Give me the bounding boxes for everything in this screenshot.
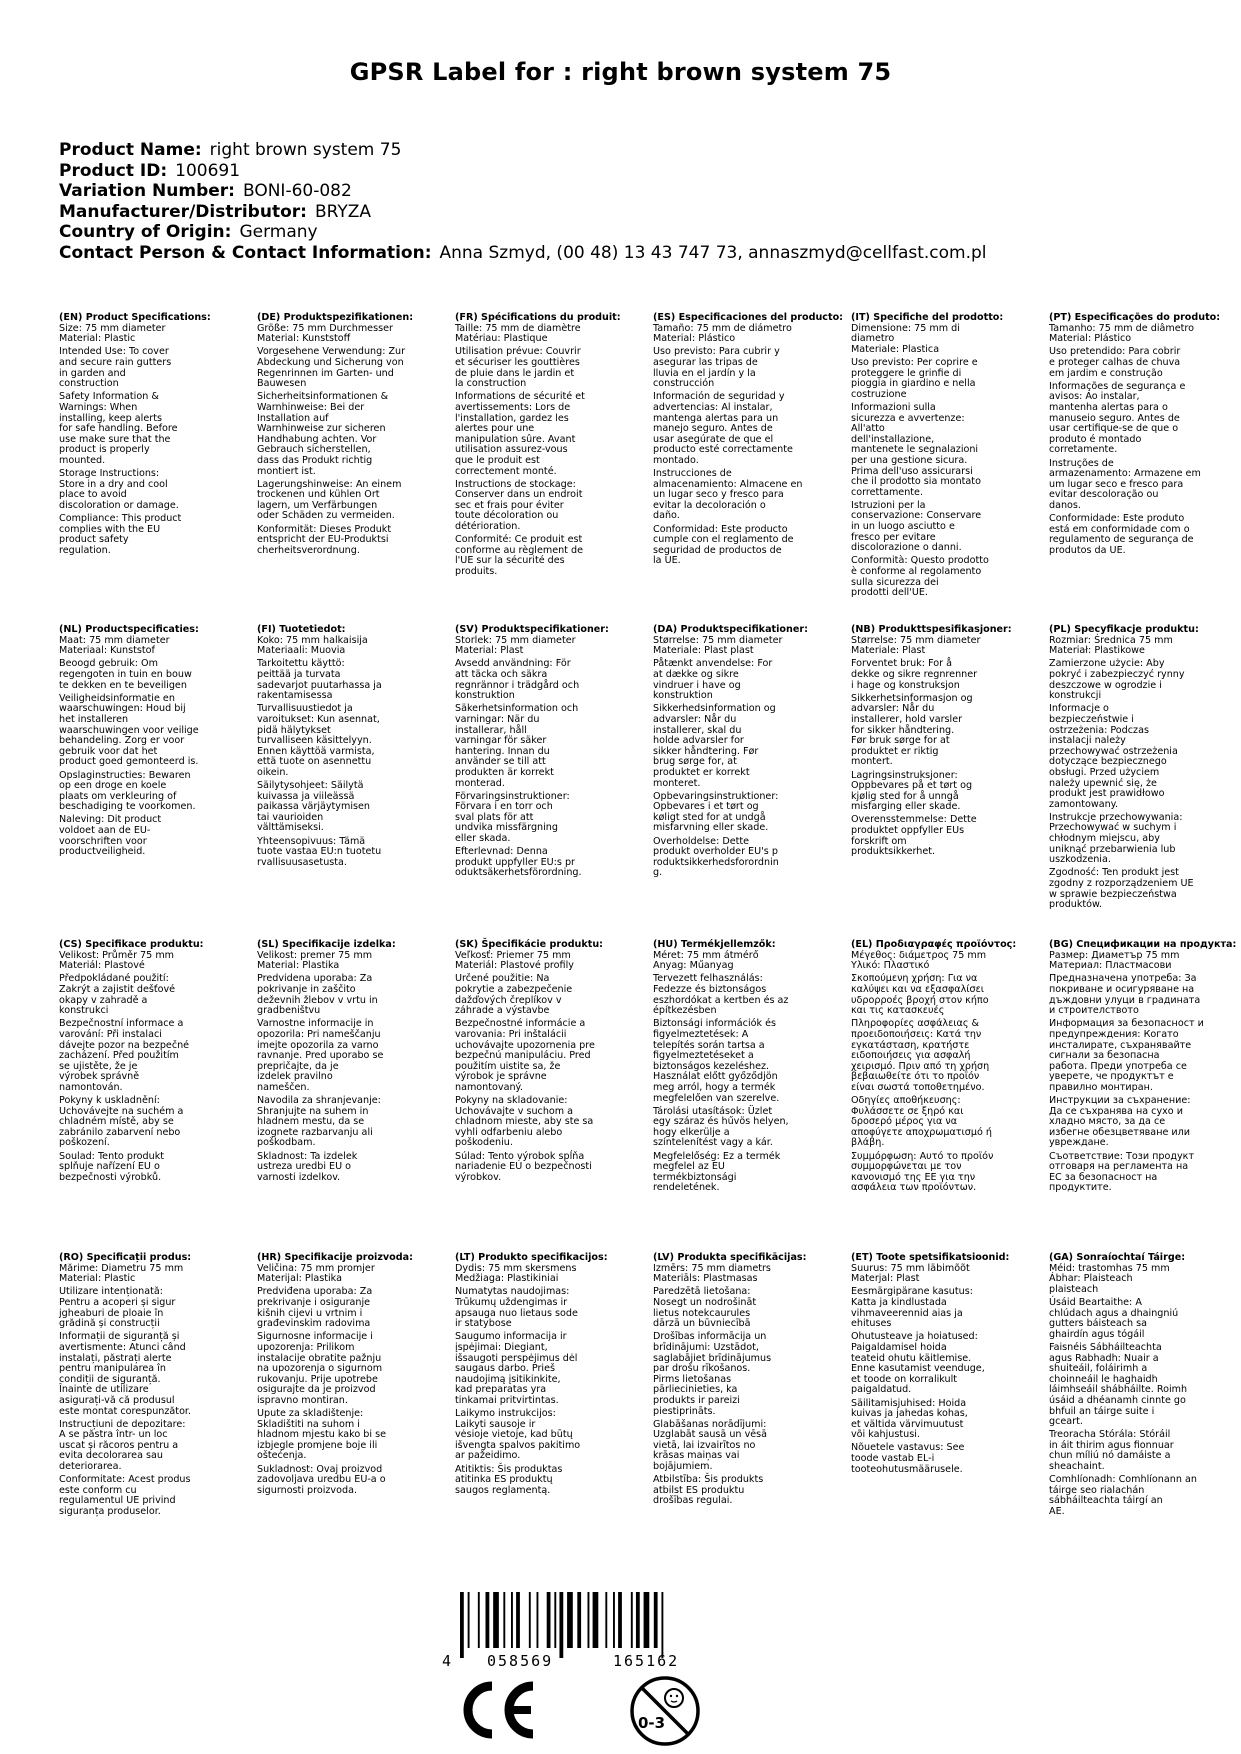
barcode-bar [547, 1592, 551, 1648]
spec-block [59, 1253, 227, 1520]
spec-paragraph: Informazioni sulla sicurezza e avvertenze: All'atto dell'installazione, mantenete le segnalazioni per una gestione sicura. Prima dell'uso assicurarsi che il prodotto sia montato correttamente. [851, 401, 981, 498]
spec-paragraph: Material: Plástico [653, 333, 736, 345]
barcode-bar [468, 1592, 470, 1648]
spec-paragraph: Πληροφορίες ασφάλειας & προειδοποιήσεις: Κατά την εγκατάσταση, κρατήστε ειδοποιήσεις για ασφαλή χειρισμό. Πριν από τη χρήση βεβαιωθείτε ότι το προϊόν είναι σωστά τοποθετημένο. [851, 1018, 990, 1093]
spec-paragraph: Συμμόρφωση: Αυτό το προϊόν συμμορφώνεται με τον κανονισμό της ΕΕ για την ασφάλεια των προϊόντων. [851, 1150, 994, 1194]
spec-row [59, 625, 1239, 940]
info-row [59, 140, 1189, 161]
spec-paragraph: Medžiaga: Plastikiniai [455, 1273, 559, 1285]
spec-paragraph: Istruzioni per la conservazione: Conservare in un luogo asciutto e fresco per evitare discolorazione o danni. [851, 499, 982, 554]
spec-paragraph: Informações de segurança e avisos: Ao instalar, mantenha alertas para o manuseio seguro. Antes de usar certifique-se de que o produto é montado corretamente. [1049, 380, 1186, 456]
spec-paragraph: Størrelse: 75 mm diameter [653, 634, 783, 646]
spec-block [59, 313, 227, 559]
spec-paragraph: Safety Information & Warnings: When installing, keep alerts for safe handling. Before use make sure that the product is properly mounted. [59, 391, 178, 466]
spec-paragraph: Varnostne informacije in opozorila: Pri nameščanju imejte opozorila za varno ravnanje. Pred uporabo se prepričajte, da je izdelek pravilno nameščen. [257, 1018, 384, 1093]
spec-paragraph: Bezpečnostní informace a varování: Při instalaci dávejte pozor na bezpečné zacházení. Před použitím se ujistěte, že je výrobek správně namontován. [59, 1018, 190, 1093]
spec-paragraph: Yhteensopivuus: Tämä tuote vastaa EU:n tuotetu rvallisuusasetusta. [257, 835, 382, 868]
barcode-bar [460, 1592, 464, 1658]
spec-block [1049, 312, 1221, 559]
spec-paragraph: Navodila za shranjevanje: Shranjujte na suhem in hladnem mestu, da se izognete razbarvanju ali poškodbam. [257, 1095, 381, 1149]
spec-heading: (PT) Especificações do produto: [1049, 312, 1221, 323]
barcode-bar [511, 1592, 513, 1648]
spec-paragraph: Úsáid Beartaithe: A chlúdach agus a dhaingniú gutters báisteach sa ghairdín agus tógáil [1049, 1296, 1179, 1340]
barcode-left-digits: 058569 [487, 1652, 554, 1670]
spec-paragraph: Compliance: This product complies with the EU product safety regulation. [59, 513, 182, 556]
spec-block [1049, 1253, 1217, 1520]
spec-block [59, 625, 227, 860]
spec-block [1049, 625, 1217, 913]
spec-paragraph: Οδηγίες αποθήκευσης: Φυλάσσετε σε ξηρό και δροσερό μέρος για να αποφύγετε αποχρωματισμό ή βλάβη. [851, 1095, 992, 1149]
spec-block [257, 313, 425, 559]
spec-heading: (ET) Toote spetsifikatsioonid: [851, 1252, 1010, 1263]
spec-paragraph: Určené použitie: Na pokrytie a zabezpečenie dažďových čreplíkov v záhrade a výstavbe [455, 973, 573, 1017]
barcode-bar [588, 1592, 590, 1648]
spec-paragraph: Lagerungshinweise: An einem trockenen und kühlen Ort lagern, um Verfärbungen oder Schäden zu vermeiden. [257, 478, 402, 522]
spec-paragraph: Atbilstība: Šis produkts atbilst ES produktu drošības regulai. [653, 1474, 764, 1507]
age-warning-label: 0-3 [638, 1714, 666, 1732]
spec-block [455, 940, 623, 1186]
spec-paragraph: Material: Plast [455, 645, 524, 657]
barcode-bar [644, 1592, 650, 1648]
info-value: 100691 [175, 160, 241, 181]
info-label: Country of Origin: [59, 222, 232, 242]
info-label: Manufacturer/Distributor: [59, 201, 307, 222]
spec-block [653, 312, 844, 570]
spec-paragraph: Anyag: Műanyag [653, 960, 734, 972]
spec-paragraph: Ábhar: Plaisteach plaisteach [1049, 1273, 1133, 1295]
spec-heading: (FI) Tuotetiedot: [257, 624, 346, 635]
spec-block [851, 1253, 1019, 1478]
spec-paragraph: Opbevaringsinstruktioner: Opbevares i et tørt og køligt sted for at undgå misfarvning eller skade. [653, 790, 779, 834]
spec-block [257, 625, 425, 871]
info-row [59, 181, 1189, 202]
spec-paragraph: Sukladnost: Ovaj proizvod zadovoljava uredbu EU-a o sigurnosti proizvoda. [257, 1463, 386, 1496]
spec-paragraph: Eesmärgipärane kasutus: Katta ja kindlustada vihmaveerennid aias ja ehituses [851, 1286, 973, 1330]
product-info [59, 140, 1189, 263]
spec-paragraph: Comhlíonadh: Comhlíonann an táirge seo rialachán sábháilteachta táirgí an AE. [1049, 1474, 1197, 1518]
info-label: Product Name: [59, 140, 202, 160]
info-value: BRYZA [314, 201, 371, 222]
info-row [59, 202, 1189, 223]
spec-paragraph: Conformitate: Acest produs este conform cu regulamentul UE privind siguranța produselor. [59, 1474, 191, 1518]
spec-paragraph: Tarkoitettu käyttö: peittää ja turvata sadevarjot puutarhassa ja rakentamisessa [257, 658, 382, 702]
spec-block [455, 313, 623, 580]
barcode-bar [478, 1592, 480, 1648]
spec-paragraph: Materiał: Plastikowe [1049, 645, 1145, 657]
spec-heading: (NL) Productspecificaties: [59, 624, 199, 635]
info-value: BONI-60-082 [242, 181, 352, 201]
spec-paragraph: Μέγεθος: διάμετρος 75 mm [851, 949, 987, 961]
spec-paragraph: Instruções de armazenamento: Armazene em um lugar seco e fresco para evitar descoloração ou danos. [1049, 457, 1201, 511]
spec-paragraph: Материал: Пластмасови [1049, 960, 1172, 972]
spec-paragraph: Suurus: 75 mm läbimõõt [851, 1262, 970, 1274]
spec-paragraph: Materiaal: Kunststof [59, 645, 155, 657]
spec-block [851, 625, 1019, 860]
spec-paragraph: Información de seguridad y advertencias: Al instalar, mantenga alertas para un manejo seguro. Antes de usar asegúrate de que el producto esté correctamente montado. [653, 391, 793, 466]
spec-paragraph: Předpokládané použití: Zakrýt a zajistit dešťové okapy v zahradě a konstrukci [59, 973, 176, 1017]
spec-paragraph: Dimensione: 75 mm di diametro [851, 322, 960, 345]
spec-block [851, 313, 1019, 601]
spec-heading: (PL) Specyfikacje produktu: [1049, 624, 1199, 635]
spec-row [59, 1253, 1239, 1567]
spec-heading: (SL) Specifikacije izdelka: [257, 939, 396, 950]
info-label: Contact Person & Contact Information: [59, 242, 432, 263]
barcode-bar [631, 1592, 633, 1648]
spec-paragraph: Naleving: Dit product voldoet aan de EU- voorschriften voor productveiligheid. [59, 814, 162, 858]
spec-paragraph: Glabāšanas norādījumi: Uzglabāt sausā un vēsā vietā, lai izvairītos no krāsas maiņas vai bojājumiem. [653, 1418, 768, 1473]
info-value: right brown system 75 [209, 140, 402, 160]
spec-paragraph: Instrucțiuni de depozitare: A se păstra într- un loc uscat și răcoros pentru a evita decolorarea sau deteriorarea. [59, 1418, 186, 1473]
spec-paragraph: Turvallisuustiedot ja varoitukset: Kun asennat, pidä hälytykset turvalliseen käsittelyyn. Ennen käyttöä varmista, että tuote on asennettu oikein. [257, 703, 380, 778]
ce-mark-icon [455, 1680, 537, 1740]
spec-paragraph: Numatytas naudojimas: Trūkumų uždengimas ir apsauga nuo lietaus sode ir statybose [455, 1286, 578, 1330]
spec-paragraph: Opslaginstructies: Bewaren op een droge en koele plaats om verkleuring of beschadiging te voorkomen. [59, 769, 196, 813]
ean-barcode [440, 1592, 740, 1672]
spec-paragraph: Conformidad: Este producto cumple con el reglamento de seguridad de productos de la UE. [653, 523, 794, 567]
spec-paragraph: Size: 75 mm diameter [59, 322, 166, 334]
spec-paragraph: Ohutusteave ja hoiatused: Paigaldamisel hoida teateid ohutu käitlemise. Enne kasutamist veenduge, et toode on korralikult paigaldatud. [851, 1331, 985, 1396]
barcode-bar [636, 1592, 640, 1648]
spec-block [59, 940, 227, 1186]
spec-paragraph: Instrucciones de almacenamiento: Almacene en un lugar seco y fresco para evitar la decoloración o daño. [653, 468, 803, 522]
spec-paragraph: Taille: 75 mm de diamètre [455, 322, 581, 334]
spec-paragraph: Conformidade: Este produto está em conformidade com o regulamento de segurança de produtos da UE. [1049, 513, 1194, 556]
spec-paragraph: Tervezett felhasználás: Fedezze és biztonságos eszhordókat a kertben és az építkezésben [653, 973, 789, 1017]
barcode-bar [559, 1592, 563, 1658]
spec-paragraph: Maat: 75 mm diameter [59, 634, 170, 646]
spec-paragraph: Soulad: Tento produkt splňuje nařízení EU o bezpečnosti výrobků. [59, 1150, 165, 1183]
spec-paragraph: Sigurnosne informacije i upozorenja: Prilikom instalacije obratite pažnju na upozorenja o sigurnom rukovanju. Prije upotrebe osigurajte da je proizvod ispravno montiran. [257, 1331, 383, 1406]
spec-heading: (FR) Spécifications du produit: [455, 312, 621, 323]
spec-paragraph: Predvidena uporaba: Za pokrivanje in zaščito deževnih žlebov v vrtu in gradbeništvu [257, 973, 378, 1017]
spec-paragraph: Vorgesehene Verwendung: Zur Abdeckung und Sicherung von Regenrinnen im Garten- und Bauwesen [257, 346, 406, 390]
spec-block [653, 625, 821, 882]
page-title: GPSR Label for : right brown system 75 [349, 58, 892, 86]
spec-paragraph: Säilitamisjuhised: Hoida kuivas ja jahedas kohas, et vältida värvimuutust või kahjustusi. [851, 1397, 968, 1441]
info-row [59, 161, 1189, 182]
spec-paragraph: Drošības informācija un brīdinājumi: Uzstādot, saglabājiet brīdinājumus par drošu rīkošanos. Pirms lietošanas pārliecinieties, ka produkts ir pareizi piestiprināts. [653, 1331, 772, 1417]
spec-paragraph: Utilizare intenționată: Pentru a acoperi și sigur jgheaburi de ploaie în grădină și construcții [59, 1286, 176, 1330]
spec-heading: (HU) Termékjellemzők: [653, 939, 776, 950]
barcode-right-digits: 165162 [613, 1652, 680, 1670]
spec-paragraph: Rozmiar: Średnica 75 mm [1049, 634, 1173, 646]
spec-paragraph: Tárolási utasítások: Üzlet egy száraz és hűvös helyen, hogy elkerülje a színtelenítést vagy a kár. [653, 1105, 789, 1149]
spec-paragraph: Materiál: Plastové [59, 960, 145, 972]
spec-heading: (RO) Specificații produs: [59, 1252, 192, 1263]
spec-paragraph: Utilisation prévue: Couvrir et sécuriser les gouttières de pluie dans le jardin et la construction [455, 346, 581, 390]
spec-paragraph: Sikkerhedsinformation og advarsler: Når du installerer, skal du holde advarsler for sikker håndtering. Før brug sørge for, at produktet er korrekt monteret. [653, 703, 776, 789]
spec-heading: (EN) Product Specifications: [59, 312, 211, 323]
spec-paragraph: Инструкции за съхранение: Да се съхранява на сухо и хладно място, за да се избегне обезцветяване или увреждане. [1049, 1095, 1191, 1149]
spec-heading: (DE) Produktspezifikationen: [257, 312, 414, 323]
spec-paragraph: Laikymo instrukcijos: Laikyti sausoje ir vėsioje vietoje, kad būtų išvengta spalvos pakitimo ar pažeidimo. [455, 1408, 581, 1462]
spec-paragraph: Méid: trastomhas 75 mm [1049, 1262, 1170, 1274]
barcode-bar [593, 1592, 599, 1648]
spec-paragraph: Informations de sécurité et avertissements: Lors de l'installation, gardez les alertes pour une manipulation sûre. Avant utilisation assurez-vous que le produit est correctement monté. [455, 391, 585, 477]
spec-heading: (CS) Specifikace produktu: [59, 939, 204, 950]
spec-paragraph: Materijal: Plastika [257, 1273, 342, 1285]
spec-paragraph: Pokyny na skladovanie: Uchovávajte v suchom a chladnom mieste, aby ste sa vyhli odfarbeniu alebo poškodeniu. [455, 1095, 594, 1149]
spec-heading: (SV) Produktspecifikationer: [455, 624, 609, 635]
spec-paragraph: Méret: 75 mm átmérő [653, 949, 759, 961]
spec-paragraph: Avsedd användning: För att täcka och säkra regnrännor i trädgård och konstruktion [455, 658, 580, 702]
spec-paragraph: Veličina: 75 mm promjer [257, 1262, 375, 1274]
info-row [59, 243, 1189, 264]
spec-paragraph: Lagringsinstruksjoner: Oppbevares på et tørt og kjølig sted for å unngå misfarging eller skade. [851, 769, 973, 813]
spec-paragraph: Materiāls: Plastmasas [653, 1273, 758, 1285]
spec-paragraph: Uso previsto: Per coprire e proteggere le grinfie di pioggia in giardino e nella costruzione [851, 356, 978, 400]
spec-paragraph: Størrelse: 75 mm diameter [851, 634, 981, 646]
spec-paragraph: Megfelelőség: Ez a termék megfelel az EU termékbiztonsági rendeletének. [653, 1150, 781, 1194]
spec-paragraph: Conformité: Ce produit est conforme au règlement de l'UE sur la sécurité des produits. [455, 534, 583, 578]
spec-block [1049, 939, 1237, 1197]
spec-paragraph: Velikost: premer 75 mm [257, 949, 373, 961]
spec-paragraph: Koko: 75 mm halkaisija [257, 634, 368, 646]
spec-paragraph: Tamanho: 75 mm de diâmetro [1049, 322, 1194, 334]
spec-heading: (DA) Produktspecifikationer: [653, 624, 808, 635]
spec-paragraph: Sicherheitsinformationen & Warnhinweise: Bei der Installation auf Warnhinweise zur sicheren Handhabung achten. Vor Gebrauch sicherstellen, dass das Produkt richtig montiert ist. [257, 391, 389, 477]
age-warning-icon [628, 1674, 702, 1748]
spec-block [851, 940, 1019, 1197]
spec-paragraph: Instructions de stockage: Conserver dans un endroit sec et frais pour éviter toute décoloration ou détérioration. [455, 478, 583, 533]
spec-paragraph: Pokyny k uskladnění: Uchovávejte na suchém a chladném místě, aby se zabránilo zabarvení nebo poškození. [59, 1095, 184, 1149]
spec-paragraph: Sikkerhetsinformasjon og advarsler: Når du installerer, hold varsler for sikker håndtering. Før bruk sørge for at produktet er riktig montert. [851, 692, 973, 768]
barcode-prefix: 4 [442, 1652, 452, 1670]
spec-paragraph: Nõuetele vastavus: See toode vastab EL-i tooteohutusmäärusele. [851, 1442, 965, 1475]
spec-paragraph: Säilytysohjeet: Säilytä kuivassa ja viileässä paikassa värjäytymisen tai vaurioiden välttämiseksi. [257, 780, 370, 834]
spec-paragraph: Intended Use: To cover and secure rain gutters in garden and construction [59, 346, 172, 390]
spec-heading: (GA) Sonraíochtaí Táirge: [1049, 1252, 1186, 1263]
spec-paragraph: Material: Plastic [59, 333, 136, 345]
spec-paragraph: Информация за безопасност и предупреждения: Когато инсталирате, съхранявайте сигнали за безопасна работа. Преди употреба се уверете, че продуктът е правилно монтиран. [1049, 1018, 1204, 1093]
spec-heading: (HR) Specifikacije proizvoda: [257, 1252, 413, 1263]
spec-paragraph: Overholdelse: Dette produkt overholder EU's p roduktsikkerhedsforordnin g. [653, 835, 779, 879]
spec-paragraph: Mărime: Diametru 75 mm [59, 1262, 184, 1274]
spec-paragraph: Material: Plastika [257, 960, 340, 972]
spec-block [653, 1253, 821, 1510]
barcode-bar [654, 1592, 658, 1648]
spec-paragraph: Material: Plastic [59, 1273, 136, 1285]
spec-heading: (EL) Προδιαγραφές προϊόντος: [851, 939, 1017, 950]
spec-paragraph: Súlad: Tento výrobok spĺňa nariadenie EÚ o bezpečnosti výrobkov. [455, 1150, 592, 1183]
spec-paragraph: Zgodność: Ten produkt jest zgodny z rozporządzeniem UE w sprawie bezpieczeństwa produktów. [1049, 867, 1194, 911]
spec-block [455, 625, 623, 882]
spec-paragraph: Uso pretendido: Para cobrir e proteger calhas de chuva em jardim e construção [1049, 346, 1181, 379]
spec-paragraph: Dydis: 75 mm skersmens [455, 1262, 577, 1274]
spec-paragraph: Skladnost: Ta izdelek ustreza uredbi EU o varnosti izdelkov. [257, 1150, 358, 1183]
spec-paragraph: Materiale: Plast plast [653, 645, 754, 657]
barcode-bar [577, 1592, 581, 1648]
spec-paragraph: Materiaali: Muovia [257, 645, 346, 657]
spec-paragraph: Saugumo informacija ir įspėjimai: Diegiant, išsaugoti perspėjimus dėl saugaus darbo. Prieš naudojimą įsitikinkite, kad preparatas yra tinkamai pritvirtintas. [455, 1331, 578, 1406]
spec-block [257, 1253, 425, 1499]
spec-paragraph: Storage Instructions: Store in a dry and cool place to avoid discoloration or damage. [59, 468, 179, 511]
info-value: Anna Szmyd, (00 48) 13 43 747 73, annaszmyd@cellfast.com.pl [439, 242, 987, 263]
barcode-bar [661, 1592, 663, 1658]
spec-paragraph: Informacje o bezpieczeństwie i ostrzeżenia: Podczas instalacji należy przechowywać ostrzeżenia dotyczące bezpiecznego obsługi. Przed użyciem należy upewnić się, że produkt jest prawidłowo zamontowany. [1049, 703, 1178, 810]
spec-paragraph: Съответствие: Този продукт отговаря на регламента на ЕС за безопасност на продуктите. [1049, 1150, 1195, 1194]
spec-heading: (BG) Спецификации на продукта: [1049, 939, 1237, 950]
spec-heading: (ES) Especificaciones del producto: [653, 312, 844, 323]
spec-paragraph: Σκοπούμενη χρήση: Για να καλύψει και να εξασφαλίσει υδρορροές βροχή στον κήπο και τις κατασκευές [851, 973, 989, 1017]
barcode-bar [503, 1592, 505, 1648]
barcode-bar [613, 1592, 615, 1648]
spec-paragraph: Forventet bruk: For å dekke og sikre regnrenner i hage og konstruksjon [851, 658, 978, 691]
spec-paragraph: Υλικό: Πλαστικό [851, 960, 930, 972]
spec-paragraph: Upute za skladištenje: Skladištiti na suhom i hladnom mjestu kako bi se izbjegle promjene boje ili oštećenja. [257, 1408, 386, 1462]
spec-paragraph: Konformität: Dieses Produkt entspricht der EU-Produktsi cherheitsverordnung. [257, 523, 392, 556]
spec-paragraph: Zamierzone użycie: Aby pokryć i zabezpieczyć rynny deszczowe w ogrodzie i konstrukcji [1049, 658, 1185, 702]
spec-block [257, 940, 425, 1186]
spec-paragraph: Instrukcje przechowywania: Przechowywać w suchym i chłodnym miejscu, aby uniknąć przebarwienia lub uszkodzenia. [1049, 811, 1183, 866]
spec-heading: (SK) Špecifikácie produktu: [455, 939, 604, 950]
barcode-bar [567, 1592, 573, 1648]
spec-paragraph: Veľkosť: Priemer 75 mm [455, 949, 571, 961]
spec-paragraph: Förvaringsinstruktioner: Förvara i en torr och sval plats för att undvika missfärgning eller skada. [455, 790, 570, 845]
info-label: Product ID: [59, 160, 168, 181]
spec-paragraph: Materiál: Plastové profily [455, 960, 574, 972]
barcode-bar [554, 1592, 556, 1648]
spec-paragraph: Veiligheidsinformatie en waarschuwingen: Houd bij het installeren waarschuwingen voor veilige behandeling. Zorg er voor gebruik voor dat het product goed gemonteerd is. [59, 692, 199, 768]
spec-paragraph: Beoogd gebruik: Om regengoten in tuin en bouw te dekken en te beveiligen [59, 658, 192, 691]
spec-paragraph: Atitiktis: Šis produktas atitinka ES produktų saugos reglamentą. [455, 1463, 563, 1496]
spec-paragraph: Tamaño: 75 mm de diámetro [653, 322, 792, 334]
spec-paragraph: Overensstemmelse: Dette produktet oppfyller EUs forskrift om produktsikkerhet. [851, 814, 977, 858]
info-value: Germany [239, 222, 318, 242]
spec-paragraph: Velikost: Průměr 75 mm [59, 949, 175, 961]
barcode-bar [516, 1592, 520, 1648]
spec-paragraph: Izmērs: 75 mm diametrs [653, 1262, 771, 1274]
spec-paragraph: Efterlevnad: Denna produkt uppfyller EU:s pr oduktsäkerhetsförordning. [455, 846, 582, 879]
spec-paragraph: Material: Plástico [1049, 333, 1132, 345]
spec-paragraph: Säkerhetsinformation och varningar: När du installerar, håll varningar för säker hantering. Innan du använder se till att produkten är korrekt monterad. [455, 703, 579, 789]
spec-paragraph: Faisnéis Sábháilteachta agus Rabhadh: Nuair a shuiteáil, foláirimh a choinneáil le haghaidh láimhseáil shábháilte. Roimh úsáid a dhéanamh cinnte go bhfuil an táirge suite i gceart. [1049, 1341, 1188, 1428]
spec-paragraph: Conformità: Questo prodotto è conforme al regolamento sulla sicurezza dei prodotti dell'UE. [851, 555, 989, 599]
spec-paragraph: Storlek: 75 mm diameter [455, 634, 576, 646]
spec-heading: (LT) Produkto specifikacijos: [455, 1252, 608, 1263]
spec-paragraph: Material: Kunststoff [257, 333, 351, 345]
spec-paragraph: Informații de siguranță și avertismente: Atunci când instalați, păstrați alerte pentru manipularea în condiții de siguranță. Înainte de utilizare asigurați-vă că produsul este montat corespunzător. [59, 1331, 192, 1417]
barcode-bar [529, 1592, 531, 1648]
spec-row [59, 940, 1239, 1253]
spec-paragraph: Biztonsági információk és figyelmeztetések: A telepítés során tartsa a figyelmeztetéseket a biztonságos kezeléshez. Használat előtt győződjön meg arról, hogy a termék megfelelően van szerelve. [653, 1018, 780, 1104]
spec-paragraph: Påtænkt anvendelse: For at dække og sikre vindruer i have og konstruktion [653, 658, 773, 702]
spec-paragraph: Predviđena uporaba: Za prekrivanje i osiguranje kišnih cijevi u vrtnim i građevinskim radovima [257, 1286, 373, 1330]
spec-paragraph: Предназначена употреба: За покриване и осигуряване на дъждовни улуци в градината и строителството [1049, 973, 1201, 1017]
spec-paragraph: Größe: 75 mm Durchmesser [257, 322, 393, 334]
info-row [59, 222, 1189, 243]
spec-paragraph: Treoracha Stórála: Stóráil in áit thirim agus fionnuar chun míliú nó damáiste a sheachaint. [1049, 1429, 1174, 1473]
spec-paragraph: Paredzētā lietošana: Nosegt un nodrošināt lietus notekcaurules dārzā un būvniecībā [653, 1286, 757, 1330]
barcode-bar [618, 1592, 622, 1648]
spec-paragraph: Materiale: Plastica [851, 343, 940, 355]
spec-paragraph: Materiale: Plast [851, 645, 926, 657]
barcode-bar [605, 1592, 607, 1648]
spec-paragraph: Bezpečnostné informácie a varovania: Pri inštalácii uchovávajte upozornenia pre bezpečnú manipuláciu. Pred použitím uistite sa, že výrobok je správne namontovaný. [455, 1018, 595, 1093]
specifications-grid [59, 313, 1239, 1567]
spec-paragraph: Matériau: Plastique [455, 333, 548, 345]
spec-row [59, 313, 1239, 625]
spec-paragraph: Materjal: Plast [851, 1273, 920, 1285]
spec-heading: (IT) Specifiche del prodotto: [851, 312, 1004, 323]
spec-paragraph: Размер: Диаметър 75 mm [1049, 949, 1180, 961]
spec-heading: (NB) Produkttspesifikasjoner: [851, 624, 1012, 635]
info-label: Variation Number: [59, 181, 235, 201]
spec-heading: (LV) Produkta specifikācijas: [653, 1252, 807, 1263]
barcode-bar [493, 1592, 499, 1648]
barcode-bars [460, 1592, 663, 1658]
spec-block [455, 1253, 623, 1499]
barcode-bar [537, 1592, 539, 1648]
barcode-bar [486, 1592, 490, 1648]
spec-paragraph: Uso previsto: Para cubrir y asegurar las tripas de lluvia en el jardín y la construcción [653, 346, 780, 390]
spec-block [653, 940, 821, 1197]
